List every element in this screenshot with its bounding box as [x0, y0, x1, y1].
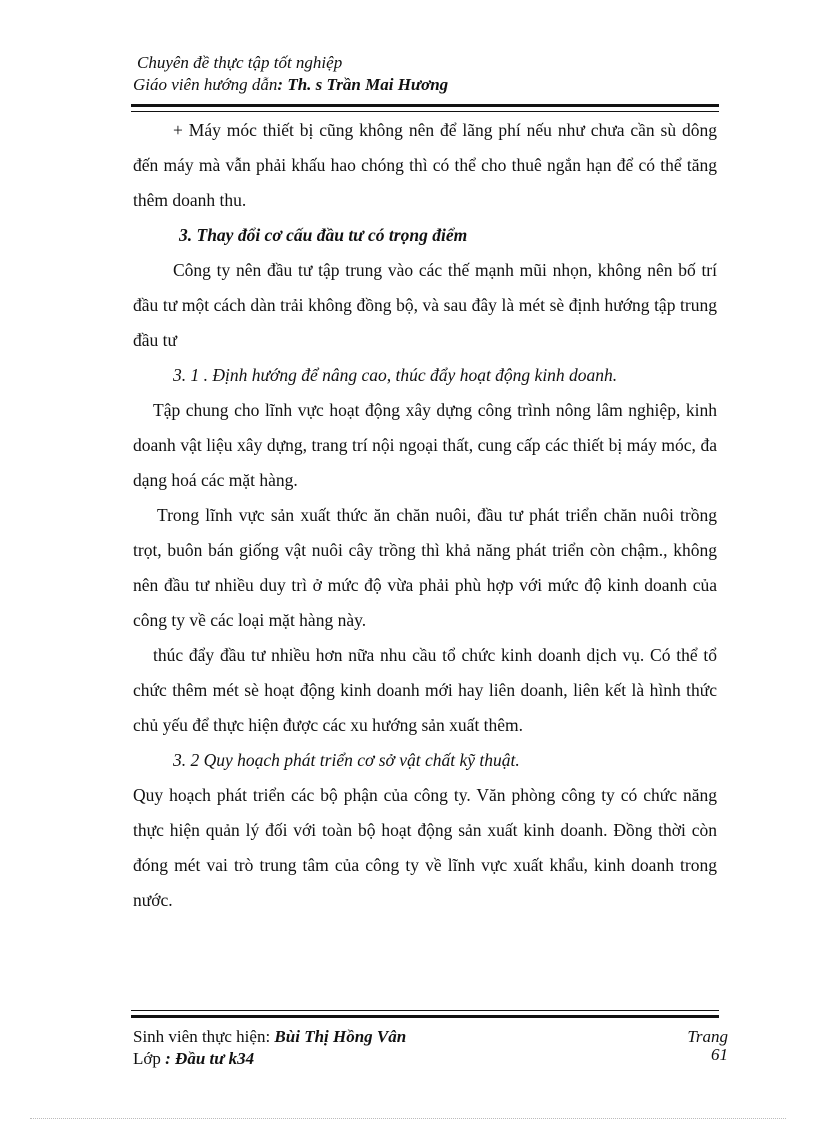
- header-rule: [131, 104, 719, 112]
- subsection-heading: 3. 1 . Định hướng để nâng cao, thúc đẩy hoạt động kinh doanh.: [173, 365, 618, 385]
- body-paragraph: Công ty nên đầu tư tập trung vào các thế mạnh mũi nhọn, không nên bố trí đầu tư một cách dàn trải không đồng bộ, và sau đây là mét sè định hướng tập trung đầu tư: [133, 260, 717, 350]
- student-name: Bùi Thị Hồng Vân: [274, 1027, 407, 1046]
- page-footer: [133, 1026, 406, 1070]
- advisor-label: Giáo viên hướng dẫn: [133, 75, 278, 94]
- header-advisor: [133, 74, 448, 96]
- footer-student: [133, 1026, 406, 1048]
- page-header: [133, 52, 448, 96]
- advisor-name: : Th. s Trần Mai Hương: [277, 75, 449, 94]
- footer-class: [133, 1048, 406, 1070]
- body-paragraph: Tập chung cho lĩnh vực hoạt động xây dựng công trình nông lâm nghiệp, kinh doanh vật liệu xây dựng, trang trí nội ngoại thất, cung cấp các thiết bị máy móc, đa dạng hoá các mặt hàng.: [133, 400, 717, 490]
- body-paragraph: thúc đẩy đầu tư nhiều hơn nữa nhu cầu tổ chức kinh doanh dịch vụ. Có thể tổ chức thêm mét sè hoạt động kinh doanh mới hay liên doanh, liên kết là hình thức chủ yếu để thực hiện được các xu hướng sản xuất thêm.: [133, 645, 717, 735]
- page-label: Trang: [687, 1027, 728, 1046]
- body-paragraph: Quy hoạch phát triển các bộ phận của công ty. Văn phòng công ty có chức năng thực hiện quản lý đối với toàn bộ hoạt động sản xuất kinh doanh. Đồng thời còn đóng mét vai trò trung tâm của công ty về lĩnh vực xuất khẩu, kinh doanh trong nước.: [133, 785, 717, 910]
- footer-rule: [131, 1010, 719, 1018]
- page-number-block: [687, 1028, 728, 1064]
- section-heading: 3. Thay đổi cơ cấu đầu tư có trọng điểm: [179, 225, 468, 245]
- page-edge: [30, 1118, 786, 1119]
- class-label: Lớp: [133, 1049, 166, 1068]
- page-number: 61: [711, 1045, 728, 1064]
- body-paragraph: + Máy móc thiết bị cũng không nên để lãng phí nếu như chưa cần sù dông đến máy mà vẫn phải khấu hao chóng thì có thể cho thuê ngắn hạn để có thể tăng thêm doanh thu.: [133, 120, 717, 210]
- subsection-heading: 3. 2 Quy hoạch phát triển cơ sở vật chất kỹ thuật.: [173, 750, 520, 770]
- class-value: : Đầu tư k34: [165, 1049, 255, 1068]
- body-paragraph: Trong lĩnh vực sản xuất thức ăn chăn nuôi, đầu tư phát triển chăn nuôi trồng trọt, buôn bán giống vật nuôi cây trồng thì khả năng phát triển còn chậm., không nên đầu tư nhiều duy trì ở mức độ vừa phải phù hợp với mức độ kinh doanh của công ty về các loại mặt hàng này.: [133, 505, 717, 630]
- header-title: Chuyên đề thực tập tốt nghiệp: [137, 53, 343, 72]
- student-label: Sinh viên thực hiện:: [133, 1027, 275, 1046]
- document-body: [133, 113, 717, 918]
